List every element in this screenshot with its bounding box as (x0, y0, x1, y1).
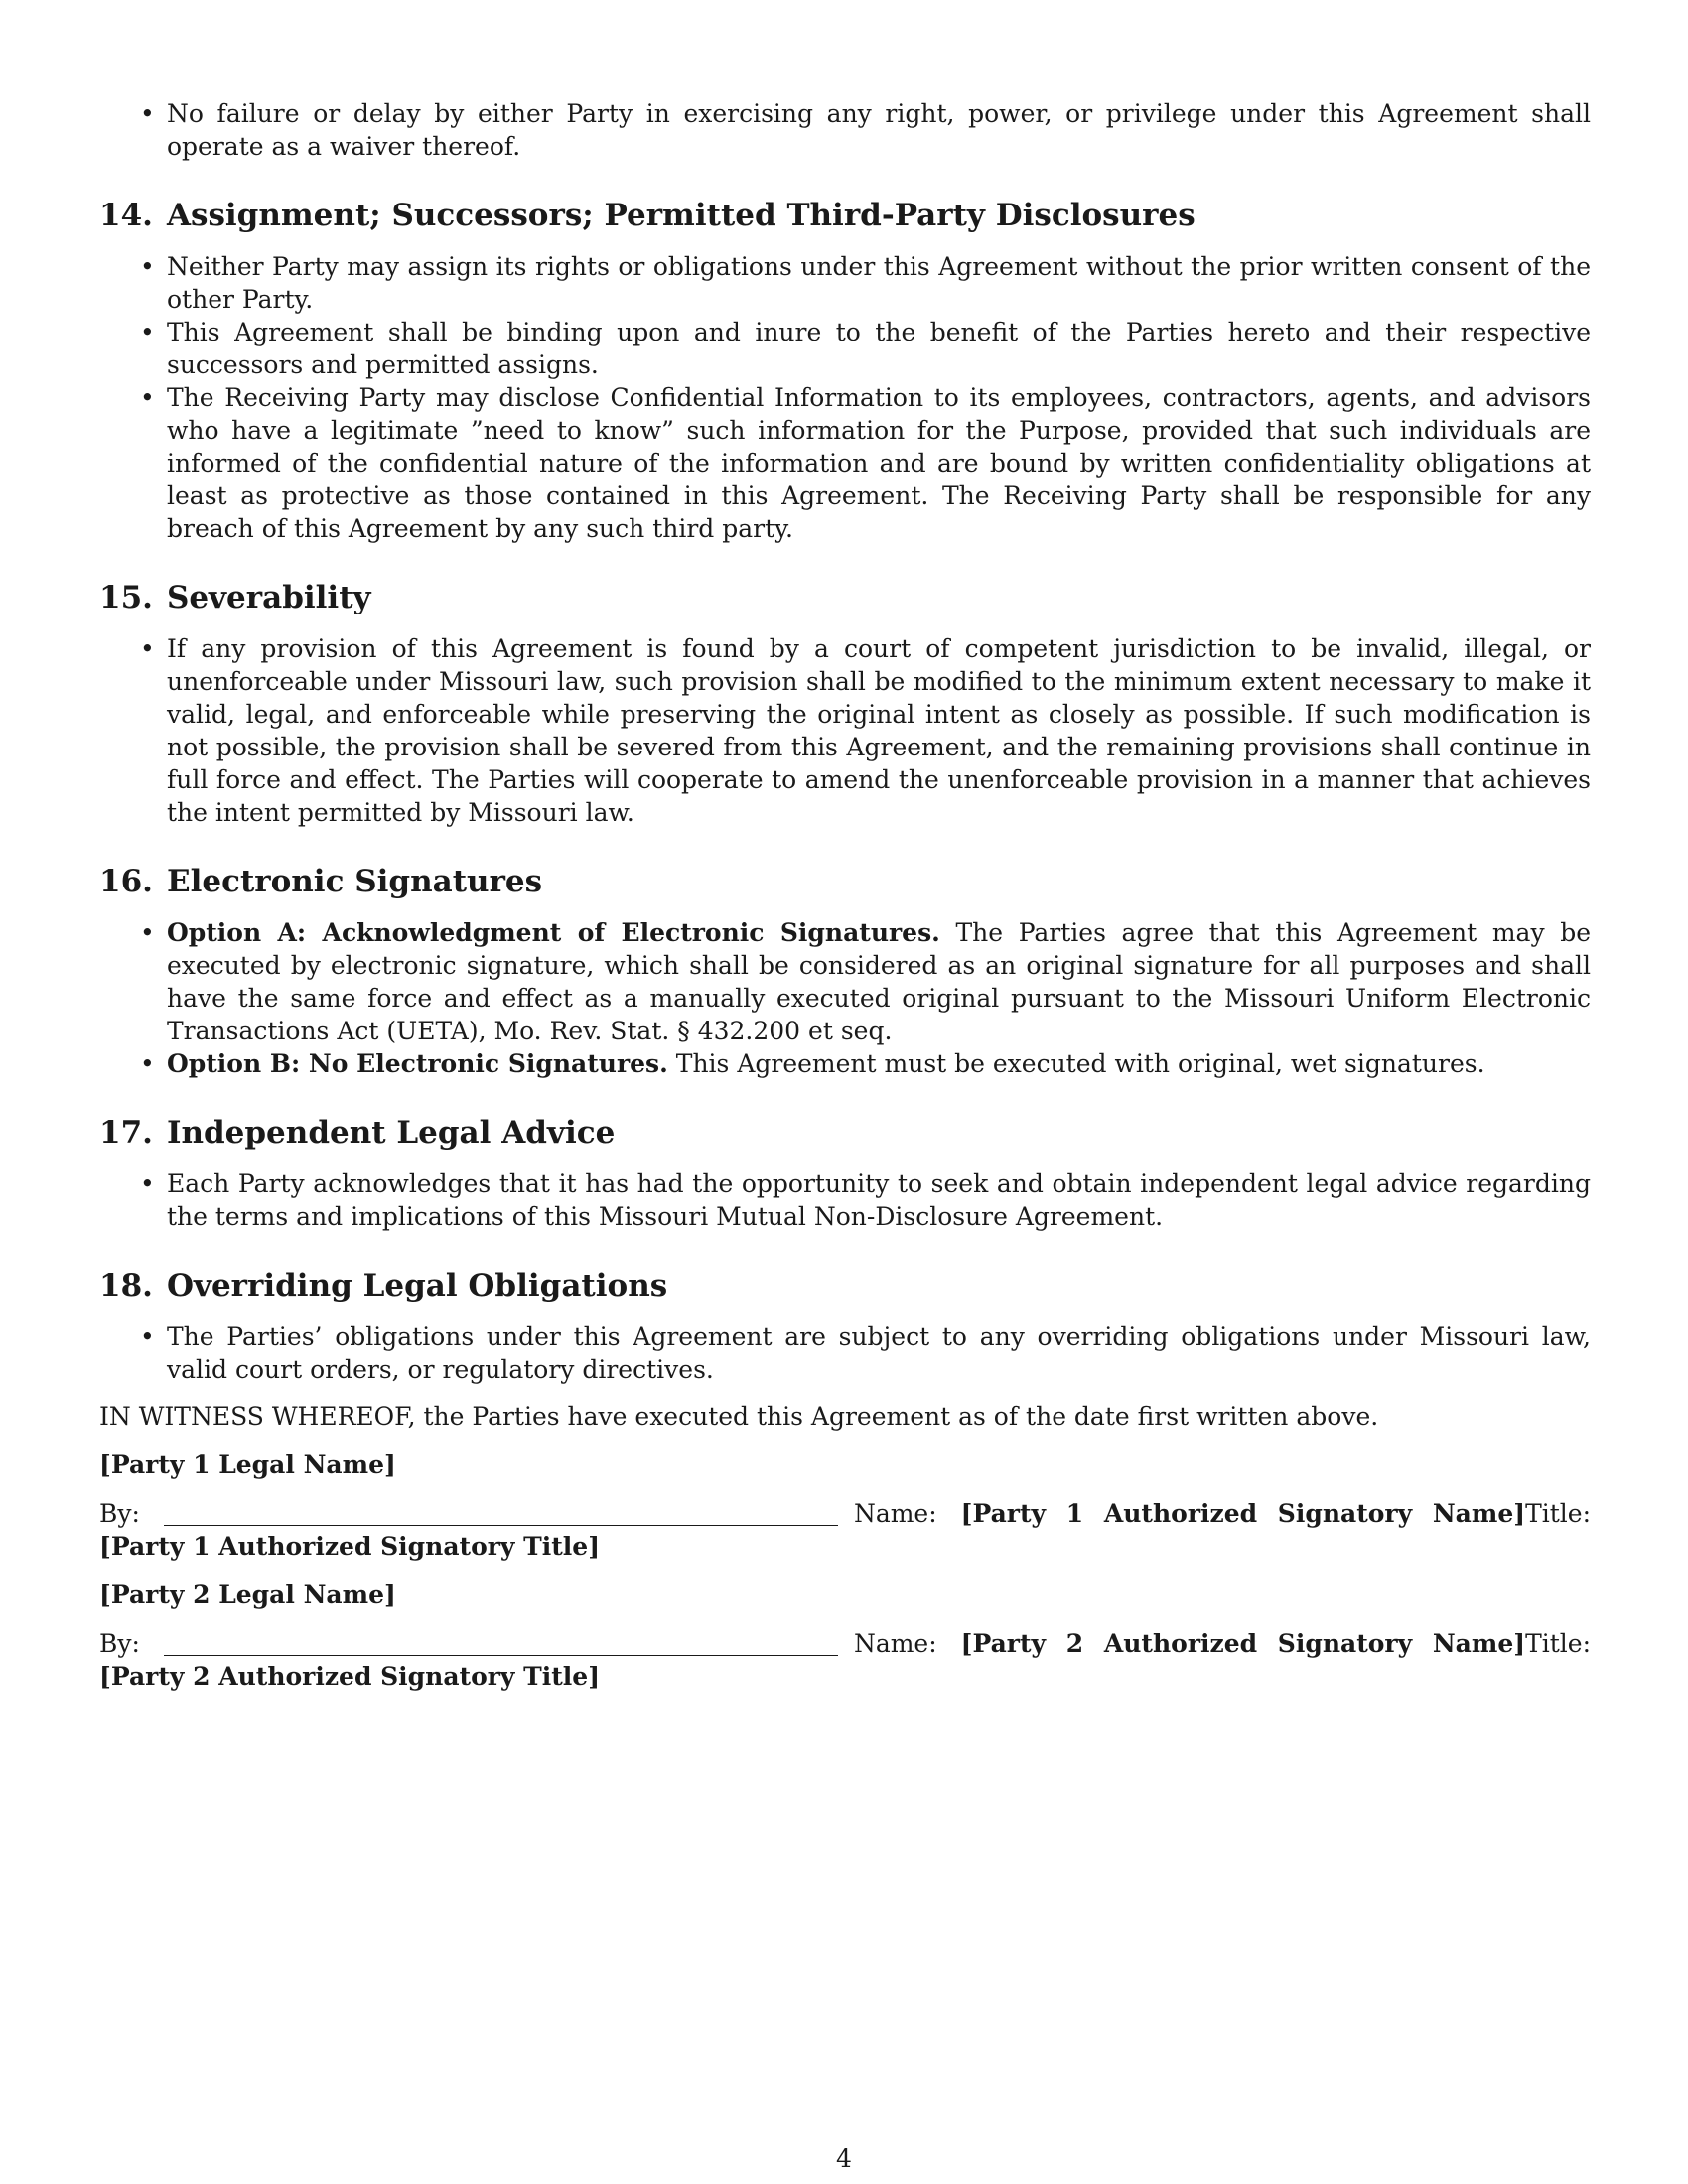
list-item: • The Parties’ obligations under this Agreement are subject to any overriding obligations under Missouri law, valid court orders, or regulatory directives. (167, 1320, 1591, 1386)
party-2-signatory-name: [Party 2 Authorized Signatory Name] (960, 1629, 1526, 1658)
party-1-signatory-name: [Party 1 Authorized Signatory Name] (960, 1499, 1526, 1528)
section-list-15 (99, 632, 1591, 829)
party-2-legal-name: [Party 2 Legal Name] (99, 1580, 396, 1609)
section-number: 15. (99, 580, 153, 615)
by-label: By: (99, 1629, 140, 1658)
party-1-signatory-title: [Party 1 Authorized Signatory Title] (99, 1532, 601, 1561)
title-label: Title: (1525, 1499, 1591, 1528)
section-heading-16 (99, 863, 1591, 900)
section-list-14 (99, 250, 1591, 545)
section-number: 14. (99, 198, 153, 233)
party-2-signature-block (99, 1627, 1591, 1693)
list-item: • Each Party acknowledges that it has had the opportunity to seek and obtain independent legal advice regarding the terms and implications of this Missouri Mutual Non-Disclosure Agreement. (167, 1167, 1591, 1233)
party-1-signature-row (99, 1497, 1591, 1530)
list-item: • This Agreement shall be binding upon and inure to the benefit of the Parties hereto and their respective successors and permitted assigns. (167, 316, 1591, 381)
witness-statement: IN WITNESS WHEREOF, the Parties have executed this Agreement as of the date first written above. (99, 1402, 1379, 1431)
party-1-signature-line[interactable] (164, 1525, 838, 1526)
section-heading-17 (99, 1114, 1591, 1152)
section-number: 17. (99, 1115, 153, 1151)
section-number: 16. (99, 864, 153, 899)
section-heading-15 (99, 579, 1591, 616)
party-2-signature-row (99, 1627, 1591, 1660)
section-heading-18 (99, 1267, 1591, 1304)
lead-list (99, 97, 1591, 163)
document-page (99, 97, 1591, 1693)
section-title: Assignment; Successors; Permitted Third-Party Disclosures (166, 198, 1196, 233)
party-2-signature-line[interactable] (164, 1655, 838, 1656)
section-title: Independent Legal Advice (166, 1115, 616, 1151)
option-a-lead: Option A: Acknowledgment of Electronic Signatures. (167, 918, 940, 947)
section-list-16 (99, 916, 1591, 1080)
list-item: • Neither Party may assign its rights or obligations under this Agreement without the prior written consent of the other Party. (167, 250, 1591, 316)
list-item: • If any provision of this Agreement is found by a court of competent jurisdiction to be invalid, illegal, or unenforceable under Missouri law, such provision shall be modified to the minimum extent necessary to make it valid, legal, and enforceable while preserving the original intent as closely as possible. If such modification is not possible, the provision shall be severed from this Agreement, and the remaining provisions shall continue in full force and effect. The Parties will cooperate to amend the unenforceable provision in a manner that achieves the intent permitted by Missouri law. (167, 632, 1591, 829)
page-number: 4 (836, 2144, 852, 2173)
section-title: Overriding Legal Obligations (166, 1268, 668, 1303)
list-item: • The Receiving Party may disclose Confidential Information to its employees, contractors, agents, and advisors who have a legitimate ”need to know” such information for the Purpose, provided that such individuals are informed of the confidential nature of the information and are bound by written confidentiality obligations at least as protective as those contained in this Agreement. The Receiving Party shall be responsible for any breach of this Agreement by any such third party. (167, 381, 1591, 545)
title-label: Title: (1525, 1629, 1591, 1658)
section-title: Severability (166, 580, 371, 615)
section-list-18 (99, 1320, 1591, 1386)
section-title: Electronic Signatures (166, 864, 543, 899)
section-number: 18. (99, 1268, 153, 1303)
option-b-lead: Option B: No Electronic Signatures. (167, 1049, 668, 1078)
party-1-signature-block (99, 1497, 1591, 1563)
option-b-text: This Agreement must be executed with original, wet signatures. (675, 1049, 1485, 1078)
party-2-signatory-title: [Party 2 Authorized Signatory Title] (99, 1662, 601, 1691)
name-label: Name: (853, 1629, 937, 1658)
party-1-legal-name: [Party 1 Legal Name] (99, 1450, 396, 1479)
list-item (167, 916, 1591, 1047)
list-item: • No failure or delay by either Party in exercising any right, power, or privilege under this Agreement shall operate as a waiver thereof. (167, 97, 1591, 163)
name-label: Name: (853, 1499, 937, 1528)
list-item (167, 1047, 1591, 1080)
by-label: By: (99, 1499, 140, 1528)
section-heading-14 (99, 197, 1591, 234)
option-a-text: The Parties agree that this Agreement may be executed by electronic signature, which shall be considered as an original signature for all purposes and shall have the same force and effect as a manually executed original pursuant to the Missouri Uniform Electronic Transactions Act (UETA), Mo. Rev. Stat. § 432.200 et seq. (167, 918, 1591, 1045)
section-list-17 (99, 1167, 1591, 1233)
